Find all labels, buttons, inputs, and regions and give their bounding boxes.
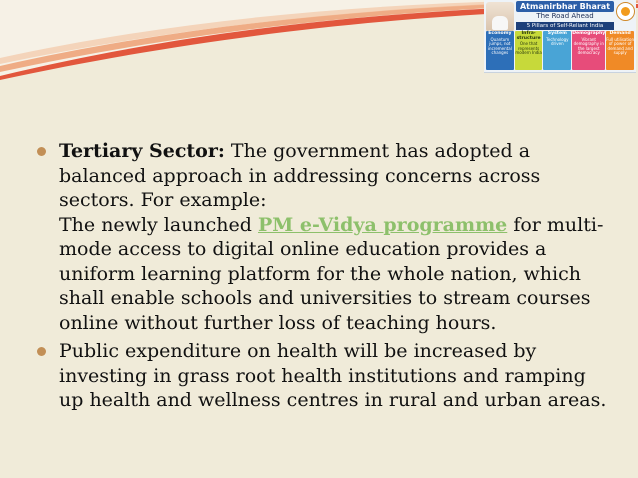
- bullet-text: for multi-mode access to digital online education provides a uniform learning platform for the whole nation, which shall enable schools and universities to stream courses online without further loss of teaching hours.: [59, 213, 604, 334]
- pillar-desc: Quantum jumps, not incremental changes: [487, 36, 512, 56]
- banner-pillars-title: 5 Pillars of Self-Reliant India: [516, 22, 614, 30]
- pillar-name: Economy: [488, 31, 512, 36]
- pillar-name: Demography: [572, 31, 606, 36]
- pillar-desc: Full utilisation of power of demand and supply: [606, 36, 635, 56]
- bullet-paragraph: [59, 139, 615, 213]
- pillar-demand: [606, 31, 634, 70]
- pillar-desc: One that represents modern India: [515, 41, 542, 56]
- pillar-infrastructure: [515, 31, 543, 70]
- pillar-economy: [486, 31, 514, 70]
- bullet-paragraph-2: [59, 213, 615, 336]
- bullet-public-health: [35, 339, 615, 413]
- slide-content: [35, 139, 615, 417]
- pillars-row: [486, 31, 634, 70]
- bullet-dot-icon: [37, 347, 46, 356]
- term-tertiary-sector: Tertiary Sector:: [59, 140, 225, 162]
- pm-evidya-link[interactable]: PM e-Vidya programme: [258, 213, 508, 236]
- bullet-text: The government has adopted a balanced approach in addressing concerns across sectors. For example:: [59, 140, 541, 211]
- pillar-desc: Technology driven: [546, 36, 569, 47]
- atmanirbhar-bharat-banner: [484, 0, 636, 73]
- pillar-name: Infra-structure: [516, 31, 541, 41]
- portrait-image: [486, 2, 514, 32]
- emblem-icon: [616, 2, 635, 21]
- pillar-name: Demand: [609, 31, 631, 36]
- bullet-text: The newly launched: [59, 213, 258, 236]
- banner-title: Atmanirbhar Bharat: [516, 1, 614, 12]
- bullet-tertiary-sector: [35, 139, 615, 335]
- pillar-desc: Vibrant demography in the largest democracy: [573, 36, 604, 56]
- pillar-demography: [572, 31, 605, 70]
- banner-subtitle: The Road Ahead: [536, 12, 594, 20]
- pillar-name: System: [547, 31, 567, 36]
- bullet-paragraph: Public expenditure on health will be increased by investing in grass root health institutions and ramping up health and wellness centres in rural and urban areas.: [59, 340, 607, 411]
- bullet-dot-icon: [37, 147, 46, 156]
- pillar-system: [543, 31, 571, 70]
